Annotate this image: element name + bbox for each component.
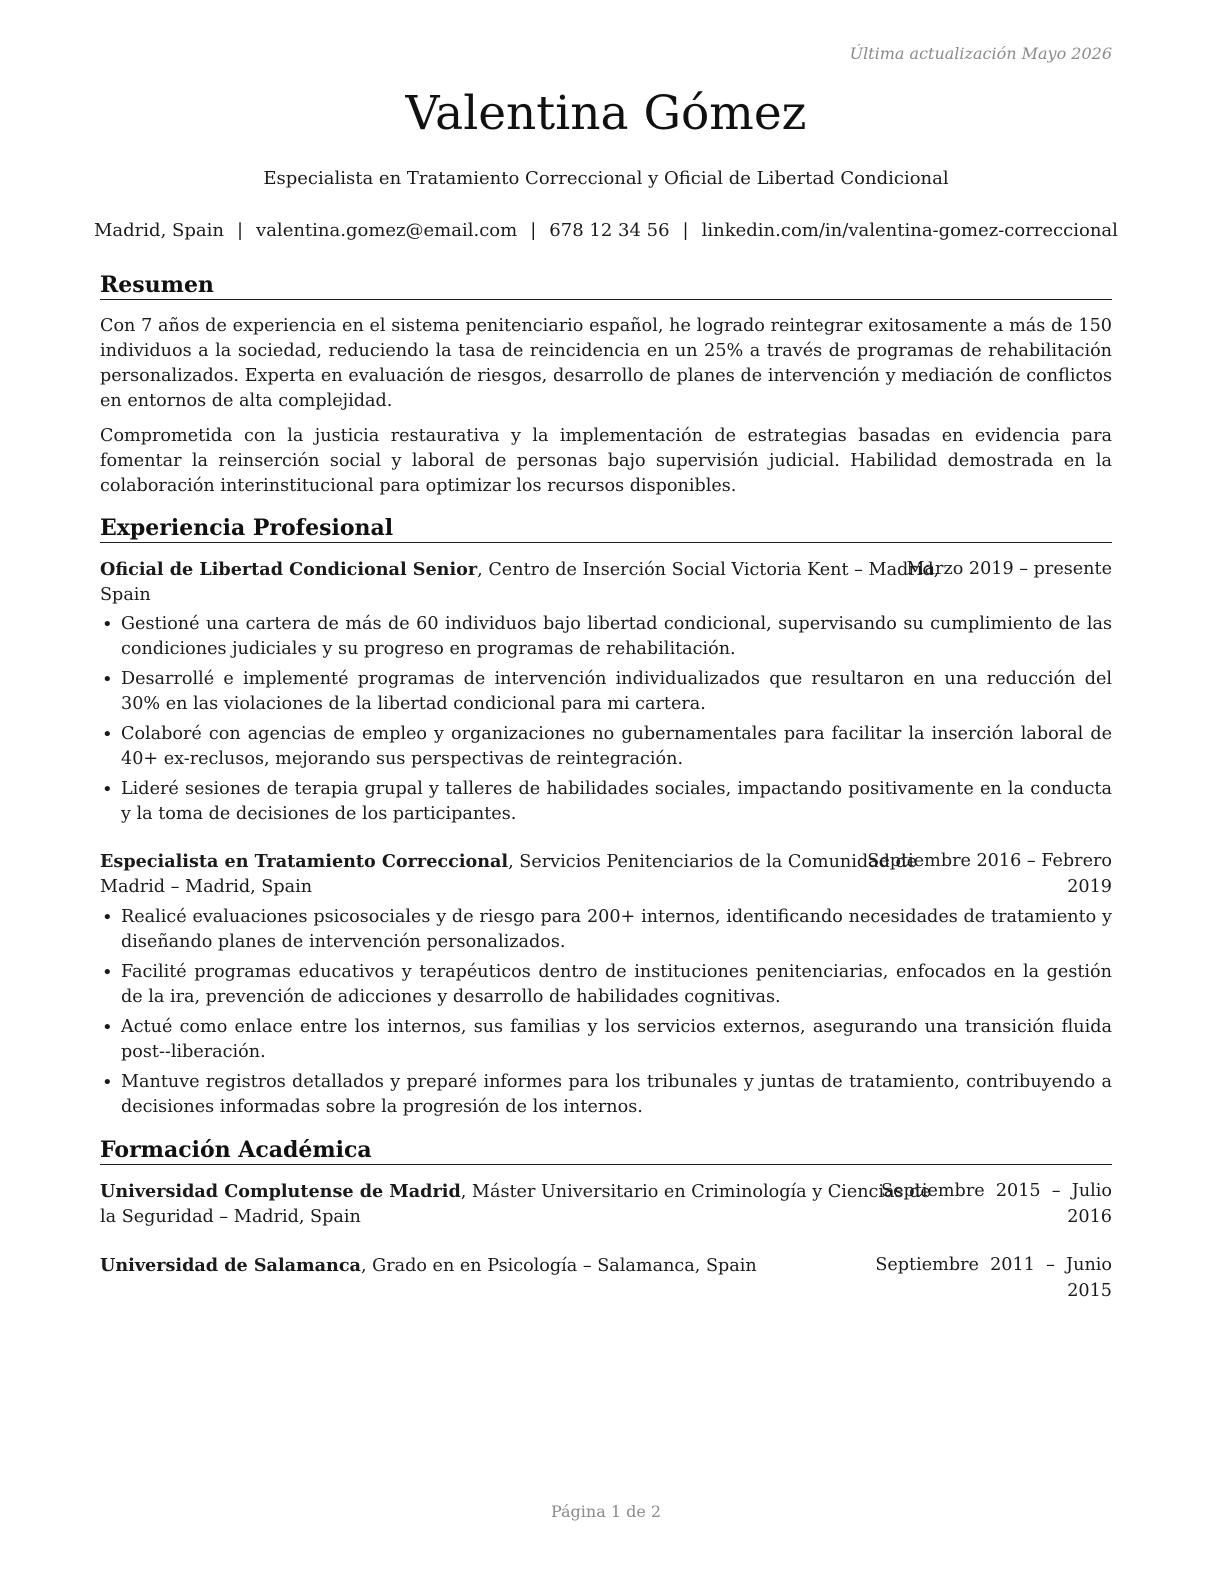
education-detail-continued: la Seguridad – Madrid, Spain xyxy=(100,1206,361,1227)
education-detail: , Máster Universitario en Criminología y Ciencias de xyxy=(460,1182,931,1202)
list-item: • Facilité programas educativos y terapéuticos dentro de instituciones penitenciarias, enfocados en la gestión de la ira, prevención de adicciones y desarrollo de habilidades cognitivas. xyxy=(100,960,1112,1010)
education-dates: Septiembre 2011 – Junio xyxy=(875,1255,1112,1275)
candidate-name: Valentina Gómez xyxy=(405,86,807,141)
education-dates-continued: 2016 xyxy=(1067,1206,1112,1227)
list-item: • Gestioné una cartera de más de 60 individuos bajo libertad condicional, supervisando su cumplimiento de las condiciones judiciales y su progreso en programas de rehabilitación. xyxy=(100,612,1112,662)
list-item: • Desarrollé e implementé programas de intervención individualizados que resultaron en una reducción del 30% en las violaciones de la libertad condicional para mi cartera. xyxy=(100,667,1112,717)
job-org: , Centro de Inserción Social Victoria Kent – Madrid, xyxy=(477,560,940,580)
job-org-continued: Madrid – Madrid, Spain xyxy=(100,876,313,897)
list-item: • Actué como enlace entre los internos, sus familias y los servicios externos, asegurando una transición fluida post--liberación. xyxy=(100,1015,1112,1065)
summary-paragraph: Comprometida con la justicia restaurativa y la implementación de estrategias basadas en evidencia para fomentar la reinserción social y laboral de personas bajo supervisión judicial. Habilidad demostrada en la colaboración interinstitucional para optimizar los recursos disponibles. xyxy=(100,426,1112,496)
list-item: • Realicé evaluaciones psicosociales y de riesgo para 200+ internos, identificando necesidades de tratamiento y diseñando planes de intervención personalizados. xyxy=(100,905,1112,955)
education-detail: , Grado en en Psicología – Salamanca, Spain xyxy=(360,1256,757,1276)
education-dates-continued: 2015 xyxy=(1067,1280,1112,1301)
contact-phone: 678 12 34 56 xyxy=(549,220,670,241)
section-title-education: Formación Académica xyxy=(100,1137,1112,1165)
job-role: Oficial de Libertad Condicional Senior xyxy=(100,559,478,580)
job-bullets xyxy=(100,905,1112,1125)
last-updated: Última actualización Mayo 2026 xyxy=(849,44,1112,63)
job-dates: Septiembre 2016 – Febrero xyxy=(867,851,1112,871)
candidate-subtitle: Especialista en Tratamiento Correccional y Oficial de Libertad Condicional xyxy=(263,168,949,189)
section-title-summary: Resumen xyxy=(100,272,1112,300)
contact-separator: | xyxy=(682,220,689,241)
job-role: Especialista en Tratamiento Correccional xyxy=(100,851,509,872)
education-dates: Septiembre 2015 – Julio xyxy=(881,1181,1112,1201)
contact-location: Madrid, Spain xyxy=(94,220,224,241)
job-dates: Marzo 2019 – presente xyxy=(906,559,1112,579)
list-item: • Lideré sesiones de terapia grupal y talleres de habilidades sociales, impactando positivamente en la conducta y la toma de decisiones de los participantes. xyxy=(100,777,1112,827)
job-bullets xyxy=(100,612,1112,832)
contact-separator: | xyxy=(530,220,537,241)
contact-linkedin[interactable]: linkedin.com/in/valentina-gomez-correccional xyxy=(701,220,1118,241)
education-school: Universidad Complutense de Madrid xyxy=(100,1181,461,1202)
contact-email[interactable]: valentina.gomez@email.com xyxy=(256,220,518,241)
section-title-experience: Experiencia Profesional xyxy=(100,515,1112,543)
job-org: , Servicios Penitenciarios de la Comunidad de xyxy=(508,852,918,872)
page-number: Página 1 de 2 xyxy=(550,1502,662,1521)
contact-line xyxy=(94,220,1118,241)
list-item: • Colaboré con agencias de empleo y organizaciones no gubernamentales para facilitar la inserción laboral de 40+ ex-reclusos, mejorando sus perspectivas de reintegración. xyxy=(100,722,1112,772)
summary-paragraph: Con 7 años de experiencia en el sistema penitenciario español, he logrado reintegrar exitosamente a más de 150 individuos a la sociedad, reduciendo la tasa de reincidencia en un 25% a través de programas de rehabilitación personalizados. Experta en evaluación de riesgos, desarrollo de planes de intervención y mediación de conflictos en entornos de alta complejidad. xyxy=(100,316,1112,411)
contact-separator: | xyxy=(236,220,244,241)
job-dates-continued: 2019 xyxy=(1067,876,1112,897)
education-school: Universidad de Salamanca xyxy=(100,1255,361,1276)
list-item: • Mantuve registros detallados y preparé informes para los tribunales y juntas de tratamiento, contribuyendo a decisiones informadas sobre la progresión de los internos. xyxy=(100,1070,1112,1120)
job-org-continued: Spain xyxy=(100,584,151,605)
